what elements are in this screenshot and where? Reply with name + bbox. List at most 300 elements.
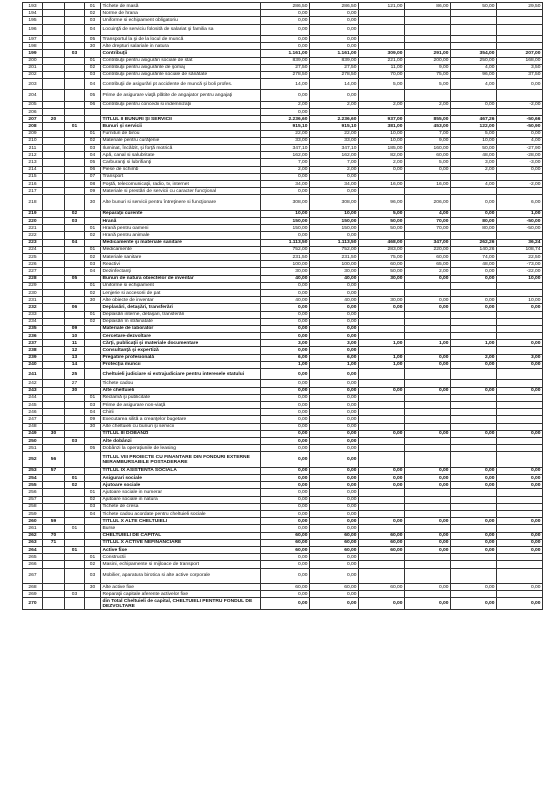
amount-cell-3: 1,00 [359,361,405,368]
amount-cell-2: 40,00 [310,297,359,304]
line-name-cell: Norme de hrana [101,10,261,17]
amount-cell-1: 0,00 [261,333,310,340]
amount-cell-4 [405,173,451,180]
paragraph-code-cell [85,482,101,489]
amount-cell-2: 10,00 [310,210,359,217]
chapter-code-cell [43,347,65,354]
table-row [23,489,543,496]
paragraph-code-cell: 30 [85,423,101,430]
line-name-cell: Constructii [101,554,261,561]
table-row [23,409,543,416]
amount-cell-5 [451,173,497,180]
amount-cell-6 [497,561,543,568]
paragraph-code-cell: 01 [85,225,101,232]
amount-cell-1: 1.113,50 [261,239,310,246]
amount-cell-3: 1,00 [359,340,405,347]
article-code-cell [65,17,85,24]
table-row [23,152,543,159]
row-number-cell: 202 [23,71,43,78]
paragraph-code-cell: 01 [85,3,101,10]
amount-cell-5 [451,561,497,568]
amount-cell-4 [405,591,451,598]
amount-cell-6: 0,00 [497,361,543,368]
amount-cell-5: 74,00 [451,254,497,261]
amount-cell-1: 0,00 [261,511,310,518]
table-row [23,584,543,591]
amount-cell-1: 0,00 [261,282,310,289]
amount-cell-4: 0,00 [405,539,451,546]
chapter-code-cell [43,387,65,394]
amount-cell-1: 347,10 [261,144,310,151]
line-name-cell: Tichete de masă [101,3,261,10]
row-number-cell: 247 [23,416,43,423]
article-code-cell: 02 [65,482,85,489]
amount-cell-5: 4,00 [451,64,497,71]
amount-cell-3 [359,489,405,496]
amount-cell-6: 1,00 [497,210,543,217]
row-number-cell: 221 [23,225,43,232]
table-row [23,289,543,296]
amount-cell-1: 30,00 [261,268,310,275]
chapter-code-cell [43,554,65,561]
amount-cell-2: 0,00 [310,482,359,489]
amount-cell-4: 2,00 [405,101,451,108]
row-number-cell: 263 [23,539,43,546]
amount-cell-3 [359,24,405,35]
article-code-cell: 13 [65,354,85,361]
amount-cell-4: 9,00 [405,137,451,144]
line-name-cell: Tichete cadou acordate pentru cheltuieli sociale [101,511,261,518]
paragraph-code-cell: 02 [85,137,101,144]
row-number-cell: 227 [23,268,43,275]
amount-cell-5: 48,00 [451,152,497,159]
amount-cell-5: 122,00 [451,123,497,130]
article-code-cell: 11 [65,340,85,347]
amount-cell-2: 0,00 [310,489,359,496]
amount-cell-1: 0,00 [261,318,310,325]
chapter-code-cell [43,159,65,166]
article-code-cell [65,43,85,50]
chapter-code-cell [43,275,65,282]
amount-cell-6: -50,66 [497,116,543,123]
amount-cell-4: 200,00 [405,57,451,64]
article-code-cell [65,3,85,10]
paragraph-code-cell [85,437,101,444]
row-number-cell: 249 [23,430,43,437]
amount-cell-2: 0,00 [310,318,359,325]
amount-cell-3: 50,00 [359,225,405,232]
amount-cell-5 [451,554,497,561]
chapter-code-cell [43,311,65,318]
amount-cell-6 [497,282,543,289]
row-number-cell: 244 [23,394,43,401]
paragraph-code-cell: 01 [85,246,101,253]
chapter-code-cell [43,409,65,416]
amount-cell-6: 0,00 [497,79,543,90]
paragraph-code-cell: 04 [85,152,101,159]
line-name-cell: Contribuţii pentru asigurările sociale de sănătate [101,71,261,78]
paragraph-code-cell [85,518,101,525]
amount-cell-2: 347,10 [310,144,359,151]
amount-cell-1: 0,00 [261,452,310,468]
amount-cell-5: 0,00 [451,584,497,591]
amount-cell-2: 0,00 [310,445,359,452]
amount-cell-5: 50,00 [451,144,497,151]
row-number-cell: 266 [23,561,43,568]
paragraph-code-cell [85,525,101,532]
amount-cell-4 [405,188,451,195]
line-name-cell: Apă, canal si salubritate [101,152,261,159]
line-name-cell: Alte active fixe [101,584,261,591]
paragraph-code-cell: 07 [85,173,101,180]
amount-cell-1: 10,00 [261,210,310,217]
amount-cell-2: 278,50 [310,71,359,78]
table-row [23,71,543,78]
amount-cell-5 [451,24,497,35]
line-name-cell: Protecţia muncii [101,361,261,368]
amount-cell-6: 207,00 [497,50,543,57]
amount-cell-2: 308,00 [310,195,359,211]
line-name-cell: Alte obiecte de inventar [101,297,261,304]
row-number-cell: 223 [23,239,43,246]
chapter-code-cell: 71 [43,539,65,546]
paragraph-code-cell: 03 [85,261,101,268]
line-name-cell: Reactivi [101,261,261,268]
table-row [23,79,543,90]
row-number-cell: 225 [23,254,43,261]
amount-cell-4: 453,00 [405,123,451,130]
chapter-code-cell [43,496,65,503]
amount-cell-6 [497,380,543,387]
amount-cell-6 [497,591,543,598]
amount-cell-5 [451,232,497,239]
amount-cell-4 [405,43,451,50]
chapter-code-cell [43,525,65,532]
amount-cell-6: 0,00 [497,539,543,546]
article-code-cell: 01 [65,123,85,130]
table-row [23,518,543,525]
amount-cell-2: 0,00 [310,568,359,584]
amount-cell-5 [451,401,497,408]
amount-cell-5: 0,00 [451,304,497,311]
amount-cell-2: 150,00 [310,218,359,225]
line-name-cell: TITLUL III DOBÂNZI [101,430,261,437]
amount-cell-1: 40,00 [261,275,310,282]
table-row [23,445,543,452]
chapter-code-cell [43,239,65,246]
amount-cell-5: 80,00 [451,218,497,225]
row-number-cell: 200 [23,57,43,64]
article-code-cell: 01 [65,525,85,532]
article-code-cell: 02 [65,210,85,217]
amount-cell-3 [359,511,405,518]
amount-cell-2 [310,109,359,116]
article-code-cell [65,539,85,546]
article-code-cell [65,130,85,137]
table-row [23,340,543,347]
amount-cell-5 [451,90,497,101]
amount-cell-5: 0,00 [451,475,497,482]
paragraph-code-cell [85,123,101,130]
amount-cell-3: 60,00 [359,584,405,591]
line-name-cell: Poştă, telecomunicaţii, radio, tv, internet [101,180,261,187]
amount-cell-1: 3,00 [261,340,310,347]
amount-cell-2: 33,00 [310,137,359,144]
amount-cell-2: 0,00 [310,430,359,437]
amount-cell-3: 468,00 [359,239,405,246]
paragraph-code-cell [85,380,101,387]
amount-cell-1: 286,50 [261,3,310,10]
amount-cell-5: 0,00 [451,532,497,539]
chapter-code-cell: 30 [43,430,65,437]
amount-cell-4 [405,325,451,332]
amount-cell-3: 0,00 [359,467,405,474]
amount-cell-3 [359,554,405,561]
amount-cell-6: 0,00 [497,430,543,437]
amount-cell-6: 4,00 [497,137,543,144]
chapter-code-cell [43,489,65,496]
chapter-code-cell [43,232,65,239]
row-number-cell: 252 [23,452,43,468]
amount-cell-3: 0,00 [359,598,405,609]
chapter-code-cell [43,109,65,116]
table-row [23,311,543,318]
amount-cell-6 [497,437,543,444]
amount-cell-2: 150,00 [310,225,359,232]
article-code-cell [65,173,85,180]
table-row [23,195,543,211]
chapter-code-cell [43,195,65,211]
article-code-cell: 12 [65,347,85,354]
paragraph-code-cell: 05 [85,445,101,452]
paragraph-code-cell: 01 [85,489,101,496]
amount-cell-2: 0,00 [310,401,359,408]
chapter-code-cell [43,130,65,137]
table-row [23,598,543,609]
amount-cell-6: 0,00 [497,546,543,553]
amount-cell-4: 1,00 [405,340,451,347]
amount-cell-2: 0,00 [310,467,359,474]
amount-cell-2: 22,00 [310,130,359,137]
amount-cell-1: 60,00 [261,539,310,546]
amount-cell-6 [497,394,543,401]
amount-cell-4: 60,00 [405,254,451,261]
table-row [23,57,543,64]
article-code-cell [65,311,85,318]
amount-cell-4: 160,00 [405,144,451,151]
row-number-cell: 246 [23,409,43,416]
amount-cell-3 [359,568,405,584]
amount-cell-1: 1.161,00 [261,50,310,57]
amount-cell-1: 2,00 [261,101,310,108]
paragraph-code-cell: 02 [85,232,101,239]
line-name-cell: Reparaţii curente [101,210,261,217]
chapter-code-cell [43,50,65,57]
table-row [23,268,543,275]
paragraph-code-cell: 03 [85,401,101,408]
line-name-cell: Mobilier, aparatura birotica si alte active corporale [101,568,261,584]
amount-cell-5 [451,35,497,42]
amount-cell-2: 60,00 [310,539,359,546]
table-row [23,246,543,253]
amount-cell-2: 27,50 [310,64,359,71]
amount-cell-4: 0,00 [405,546,451,553]
table-row [23,166,543,173]
amount-cell-3 [359,416,405,423]
amount-cell-6: -28,00 [497,152,543,159]
row-number-cell: 194 [23,10,43,17]
amount-cell-6 [497,17,543,24]
chapter-code-cell [43,475,65,482]
table-row [23,173,543,180]
paragraph-code-cell [85,369,101,380]
table-row [23,318,543,325]
article-code-cell: 09 [65,325,85,332]
amount-cell-5: 2,00 [451,354,497,361]
budget-table [22,2,543,610]
amount-cell-6: -2,00 [497,101,543,108]
amount-cell-5 [451,394,497,401]
chapter-code-cell [43,210,65,217]
chapter-code-cell: 56 [43,452,65,468]
amount-cell-4 [405,369,451,380]
paragraph-code-cell [85,304,101,311]
chapter-code-cell [43,173,65,180]
amount-cell-2: 0,00 [310,591,359,598]
row-number-cell: 239 [23,354,43,361]
amount-cell-3: 2,00 [359,159,405,166]
amount-cell-5: 10,00 [451,137,497,144]
article-code-cell: 01 [65,546,85,553]
amount-cell-1: 915,10 [261,123,310,130]
amount-cell-3: 185,00 [359,144,405,151]
amount-cell-6: 0,00 [497,598,543,609]
amount-cell-6 [497,347,543,354]
table-row [23,180,543,187]
amount-cell-5: 0,00 [451,268,497,275]
amount-cell-3: 10,00 [359,130,405,137]
amount-cell-4: 0,00 [405,387,451,394]
amount-cell-1: 0,00 [261,387,310,394]
amount-cell-1: 308,00 [261,195,310,211]
amount-cell-4: 0,00 [405,166,451,173]
paragraph-code-cell: 01 [85,57,101,64]
amount-cell-4: 16,00 [405,180,451,187]
paragraph-code-cell [85,50,101,57]
amount-cell-3 [359,35,405,42]
amount-cell-3: 60,00 [359,546,405,553]
amount-cell-6: -73,00 [497,261,543,268]
paragraph-code-cell [85,467,101,474]
amount-cell-3 [359,232,405,239]
amount-cell-2: 231,50 [310,254,359,261]
line-name-cell: Hrană pentru oameni [101,225,261,232]
paragraph-code-cell: 05 [85,90,101,101]
amount-cell-6 [497,525,543,532]
amount-cell-6: 36,24 [497,239,543,246]
amount-cell-1: 0,00 [261,35,310,42]
amount-cell-1: 0,00 [261,525,310,532]
article-code-cell: 30 [65,387,85,394]
chapter-code-cell [43,180,65,187]
row-number-cell: 267 [23,568,43,584]
amount-cell-1: 2.236,60 [261,116,310,123]
line-name-cell: Lenjerie si accesorii de pat [101,289,261,296]
article-code-cell [65,401,85,408]
amount-cell-6 [497,289,543,296]
paragraph-code-cell [85,532,101,539]
amount-cell-2: 0,00 [310,10,359,17]
amount-cell-1: 0,00 [261,10,310,17]
amount-cell-5: 0,00 [451,546,497,553]
amount-cell-4 [405,503,451,510]
amount-cell-2: 30,00 [310,268,359,275]
amount-cell-5 [451,511,497,518]
amount-cell-1: 60,00 [261,584,310,591]
amount-cell-6 [497,452,543,468]
line-name-cell: Burse [101,525,261,532]
article-code-cell [65,225,85,232]
amount-cell-1: 100,00 [261,261,310,268]
table-row [23,17,543,24]
paragraph-code-cell [85,354,101,361]
amount-cell-4 [405,416,451,423]
paragraph-code-cell: 04 [85,511,101,518]
row-number-cell: 215 [23,173,43,180]
table-row [23,561,543,568]
table-row [23,239,543,246]
amount-cell-1: 150,00 [261,225,310,232]
line-name-cell: Dezinfectanţi [101,268,261,275]
amount-cell-5: 48,00 [451,261,497,268]
article-code-cell: 03 [65,50,85,57]
amount-cell-5: 3,00 [451,159,497,166]
amount-cell-4: 60,00 [405,152,451,159]
paragraph-code-cell [85,347,101,354]
chapter-code-cell [43,546,65,553]
amount-cell-4 [405,380,451,387]
amount-cell-4 [405,496,451,503]
amount-cell-4 [405,554,451,561]
chapter-code-cell [43,3,65,10]
line-name-cell: Pregatire profesională [101,354,261,361]
table-row [23,90,543,101]
line-name-cell: Dobânzi la operaţiunile de leasing [101,445,261,452]
table-row [23,261,543,268]
amount-cell-5 [451,423,497,430]
amount-cell-4 [405,394,451,401]
amount-cell-3: 30,00 [359,297,405,304]
amount-cell-1: 0,00 [261,409,310,416]
amount-cell-3: 50,00 [359,218,405,225]
amount-cell-3 [359,17,405,24]
table-row [23,354,543,361]
article-code-cell [65,261,85,268]
amount-cell-6 [497,173,543,180]
article-code-cell [65,297,85,304]
row-number-cell: 201 [23,64,43,71]
article-code-cell [65,598,85,609]
paragraph-code-cell [85,387,101,394]
row-number-cell: 254 [23,475,43,482]
chapter-code-cell [43,64,65,71]
row-number-cell: 205 [23,101,43,108]
chapter-code-cell [43,166,65,173]
paragraph-code-cell [85,325,101,332]
line-name-cell: Ajutoare sociale [101,482,261,489]
amount-cell-3: 75,00 [359,254,405,261]
amount-cell-4 [405,24,451,35]
